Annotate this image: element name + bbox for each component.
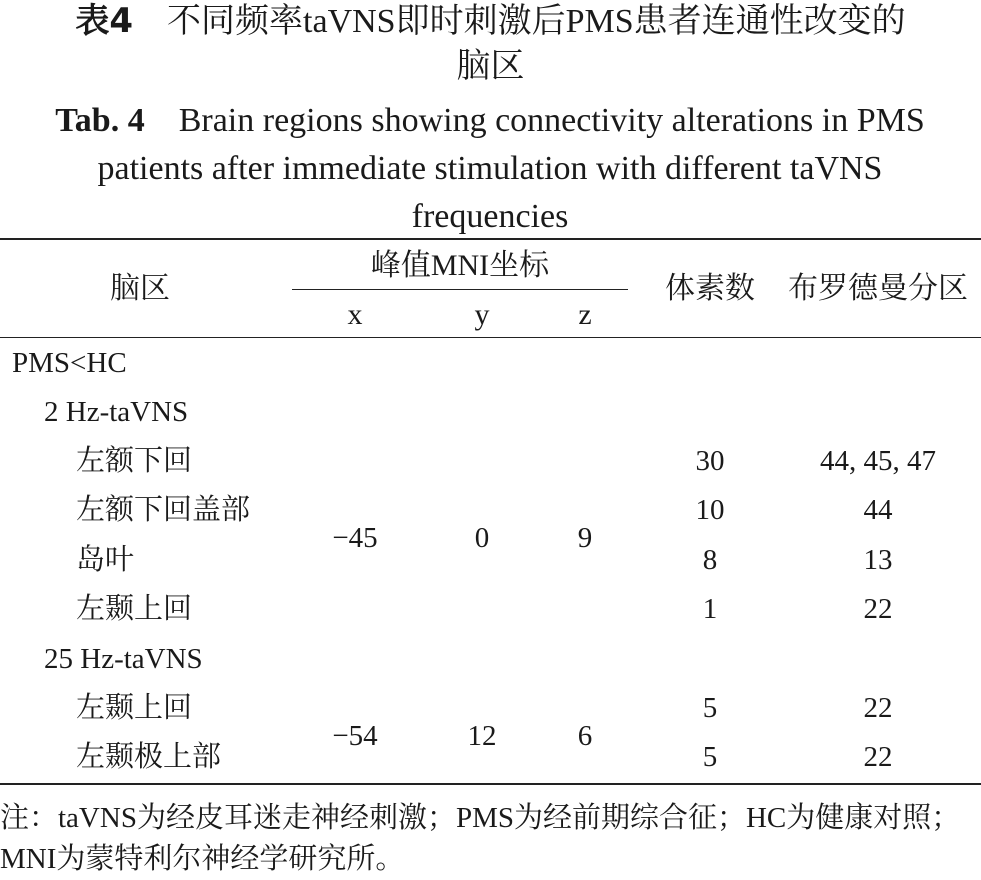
- table-footnote: 注：taVNS为经皮耳迷走神经刺激；PMS为经前期综合征；HC为健康对照；MNI为蒙特利尔神经学研究所。: [0, 802, 961, 875]
- brodmann-cell: 22: [863, 741, 893, 773]
- region-cell: 左颞上回: [76, 593, 193, 625]
- subgroup-label: 25 Hz-taVNS: [44, 643, 203, 675]
- table-label-en: Tab. 4: [55, 102, 145, 139]
- brodmann-cell: 44: [863, 494, 893, 526]
- header-y: y: [474, 298, 490, 331]
- peak-underline: [292, 289, 628, 290]
- voxels-cell: 1: [702, 593, 718, 625]
- region-cell: 左额下回: [76, 445, 193, 477]
- table-title-cn: [0, 2, 981, 41]
- table-title-cn-line2: 脑区: [456, 48, 525, 85]
- coord-z-cell: 6: [577, 720, 593, 752]
- region-cell: 左额下回盖部: [76, 494, 251, 526]
- table-title-en: [40, 97, 940, 241]
- top-rule: [0, 238, 981, 240]
- region-cell: 岛叶: [76, 544, 135, 576]
- bottom-rule: [0, 783, 981, 785]
- brodmann-cell: 13: [863, 544, 893, 576]
- brodmann-cell: 22: [863, 593, 893, 625]
- coord-y-cell: 12: [467, 720, 497, 752]
- voxels-cell: 30: [695, 445, 725, 477]
- coord-x-cell: −54: [332, 720, 378, 752]
- header-z: z: [578, 298, 592, 331]
- coord-y-cell: 0: [474, 522, 490, 554]
- header-x: x: [347, 298, 363, 331]
- brodmann-cell: 22: [863, 692, 893, 724]
- header-brodmann: 布罗德曼分区: [788, 272, 968, 305]
- region-cell: 左颞极上部: [76, 741, 222, 773]
- voxels-cell: 10: [695, 494, 725, 526]
- voxels-cell: 8: [702, 544, 718, 576]
- header-rule: [0, 337, 981, 338]
- header-region: 脑区: [110, 272, 170, 305]
- subgroup-label: 2 Hz-taVNS: [44, 396, 189, 428]
- table-title-en-text: Brain regions showing connectivity alterations in PMS patients after immediate stimulation with different taVNS frequencies: [97, 102, 925, 235]
- header-voxels: 体素数: [665, 272, 755, 305]
- voxels-cell: 5: [702, 741, 718, 773]
- coord-x-cell: −45: [332, 522, 378, 554]
- group-label: PMS<HC: [12, 347, 127, 379]
- brodmann-cell: 44, 45, 47: [820, 445, 936, 477]
- coord-z-cell: 9: [577, 522, 593, 554]
- table-title-cn-text: 不同频率taVNS即时刺激后PMS患者连通性改变的: [167, 3, 906, 40]
- voxels-cell: 5: [702, 692, 718, 724]
- header-peak-mni: 峰值MNI坐标: [370, 249, 550, 282]
- table-label-cn: 表4: [75, 1, 134, 41]
- region-cell: 左颞上回: [76, 692, 193, 724]
